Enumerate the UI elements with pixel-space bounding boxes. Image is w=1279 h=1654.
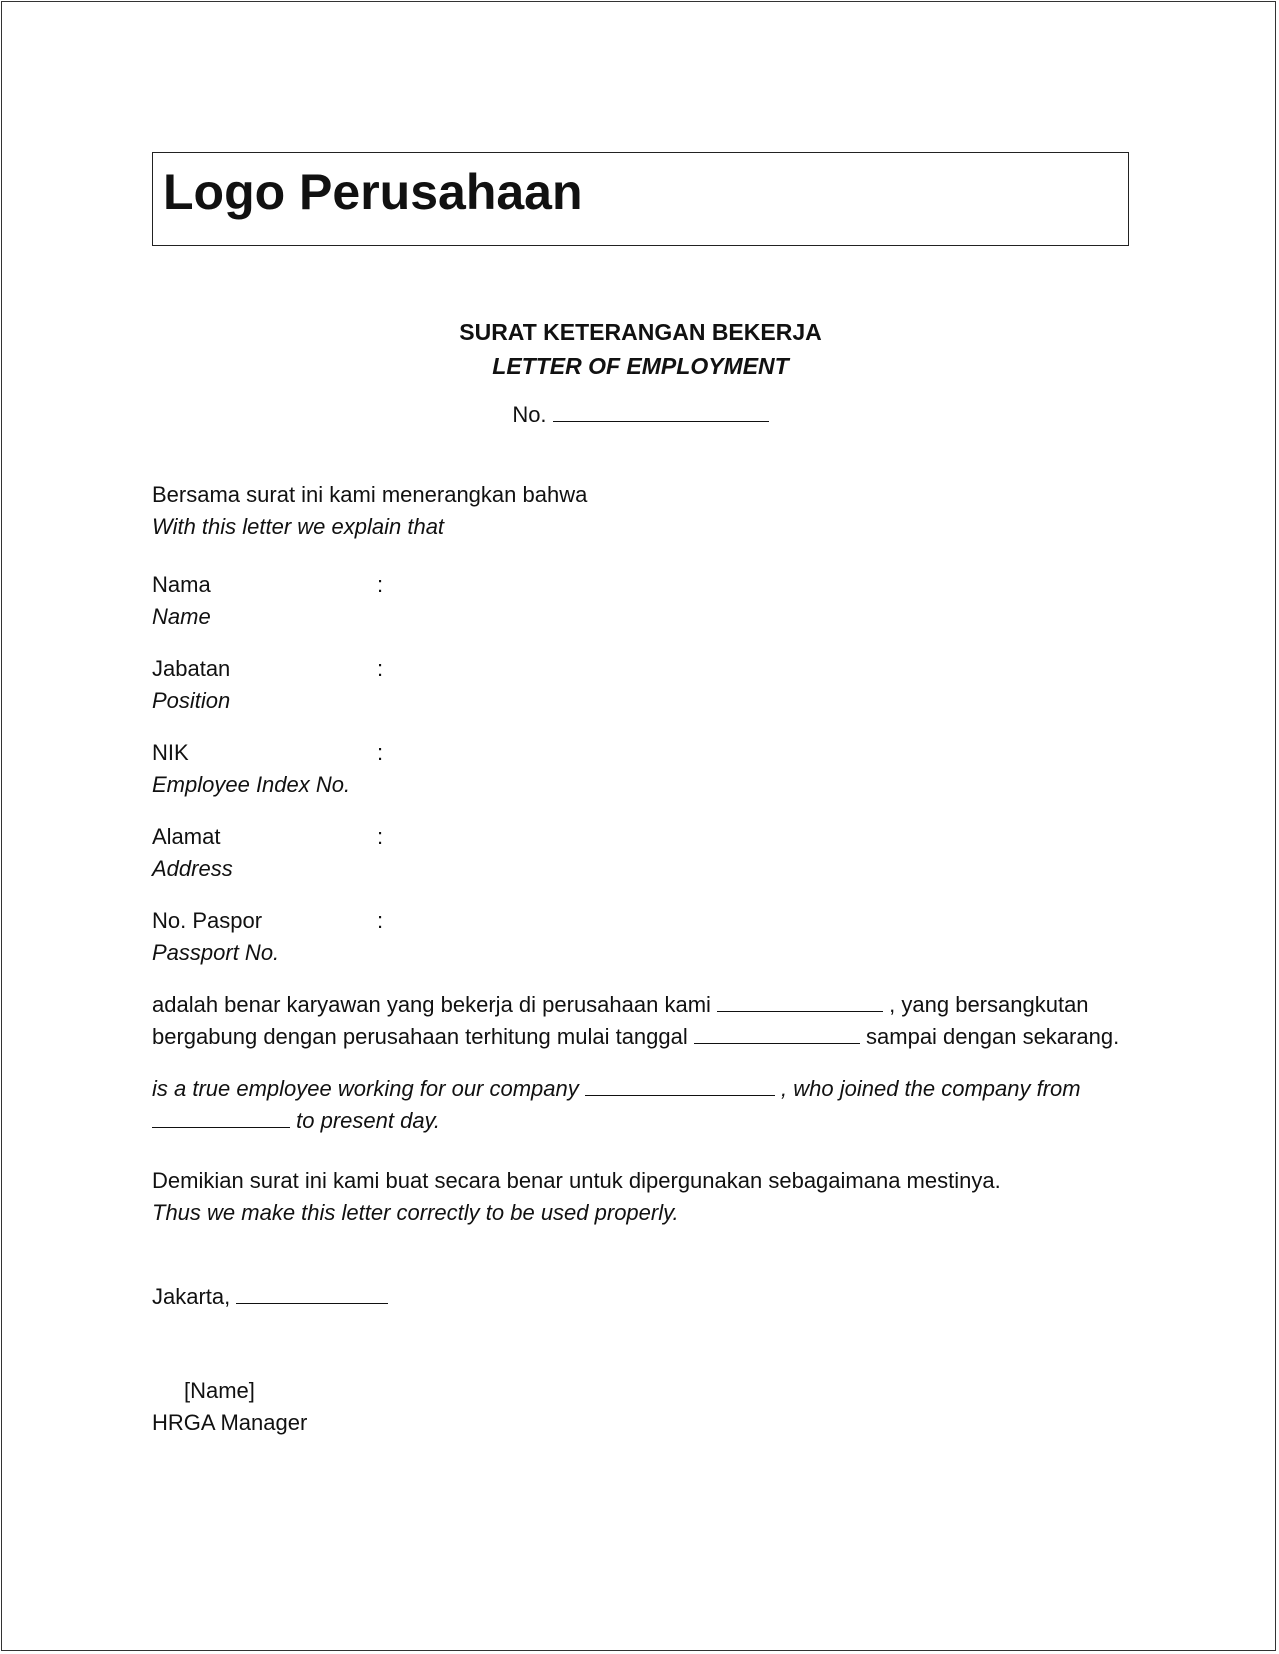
letter-subtitle: LETTER OF EMPLOYMENT (492, 353, 789, 379)
closing-paragraph (152, 1165, 1129, 1229)
statement-en-part3: to present day. (296, 1108, 441, 1133)
field-colon: : (377, 656, 384, 681)
field-label-id: Jabatan (152, 656, 231, 681)
company-name-blank (717, 989, 883, 1012)
field-name (152, 569, 1129, 633)
intro-english: With this letter we explain that (152, 514, 445, 539)
intro-indonesian: Bersama surat ini kami menerangkan bahwa (152, 482, 588, 507)
statement-id-part3: sampai dengan sekarang. (866, 1024, 1120, 1049)
letter-title: SURAT KETERANGAN BEKERJA (459, 319, 822, 345)
field-label-en: Employee Index No. (152, 772, 351, 797)
place-date (152, 1281, 1129, 1313)
field-address (152, 821, 1129, 885)
field-label-en: Address (152, 856, 233, 881)
letter-number (152, 399, 1129, 431)
statement-id-part2: , yang bersangkutan bergabung dengan perusahaan terhitung mulai tanggal (152, 992, 1089, 1049)
letter-number-label: No. (512, 402, 547, 427)
letter-document (152, 152, 1129, 1439)
field-passport (152, 905, 1129, 969)
statement-en-part2: , who joined the company from (781, 1076, 1081, 1101)
field-position (152, 653, 1129, 717)
letter-number-blank (553, 399, 769, 422)
join-date-blank (694, 1021, 860, 1044)
letter-heading (152, 315, 1129, 383)
closing-indonesian: Demikian surat ini kami buat secara benar untuk dipergunakan sebagaimana mestinya. (152, 1168, 1001, 1193)
logo-text: Logo Perusahaan (163, 164, 583, 220)
field-label-id: No. Paspor (152, 908, 263, 933)
field-colon: : (377, 572, 384, 597)
signatory-name: [Name] (184, 1378, 255, 1403)
field-label-id: NIK (152, 740, 189, 765)
field-colon: : (377, 824, 384, 849)
field-employee-index (152, 737, 1129, 801)
statement-english (152, 1073, 1129, 1137)
company-name-blank-en (585, 1073, 775, 1096)
employee-fields (152, 569, 1129, 969)
company-logo-placeholder (152, 152, 1129, 246)
statement-indonesian (152, 989, 1129, 1053)
field-label-en: Passport No. (152, 940, 280, 965)
field-colon: : (377, 908, 384, 933)
signatory-title: HRGA Manager (152, 1410, 308, 1435)
closing-english: Thus we make this letter correctly to be used properly. (152, 1200, 679, 1225)
field-colon: : (377, 740, 384, 765)
intro-paragraph (152, 479, 1129, 543)
field-label-en: Position (152, 688, 231, 713)
join-date-blank-en (152, 1105, 290, 1128)
field-label-id: Nama (152, 572, 211, 597)
place-label: Jakarta, (152, 1284, 231, 1309)
signature-block (152, 1375, 1129, 1439)
date-blank (236, 1281, 388, 1304)
statement-en-part1: is a true employee working for our company (152, 1076, 579, 1101)
field-label-en: Name (152, 604, 211, 629)
field-label-id: Alamat (152, 824, 221, 849)
statement-id-part1: adalah benar karyawan yang bekerja di perusahaan kami (152, 992, 711, 1017)
